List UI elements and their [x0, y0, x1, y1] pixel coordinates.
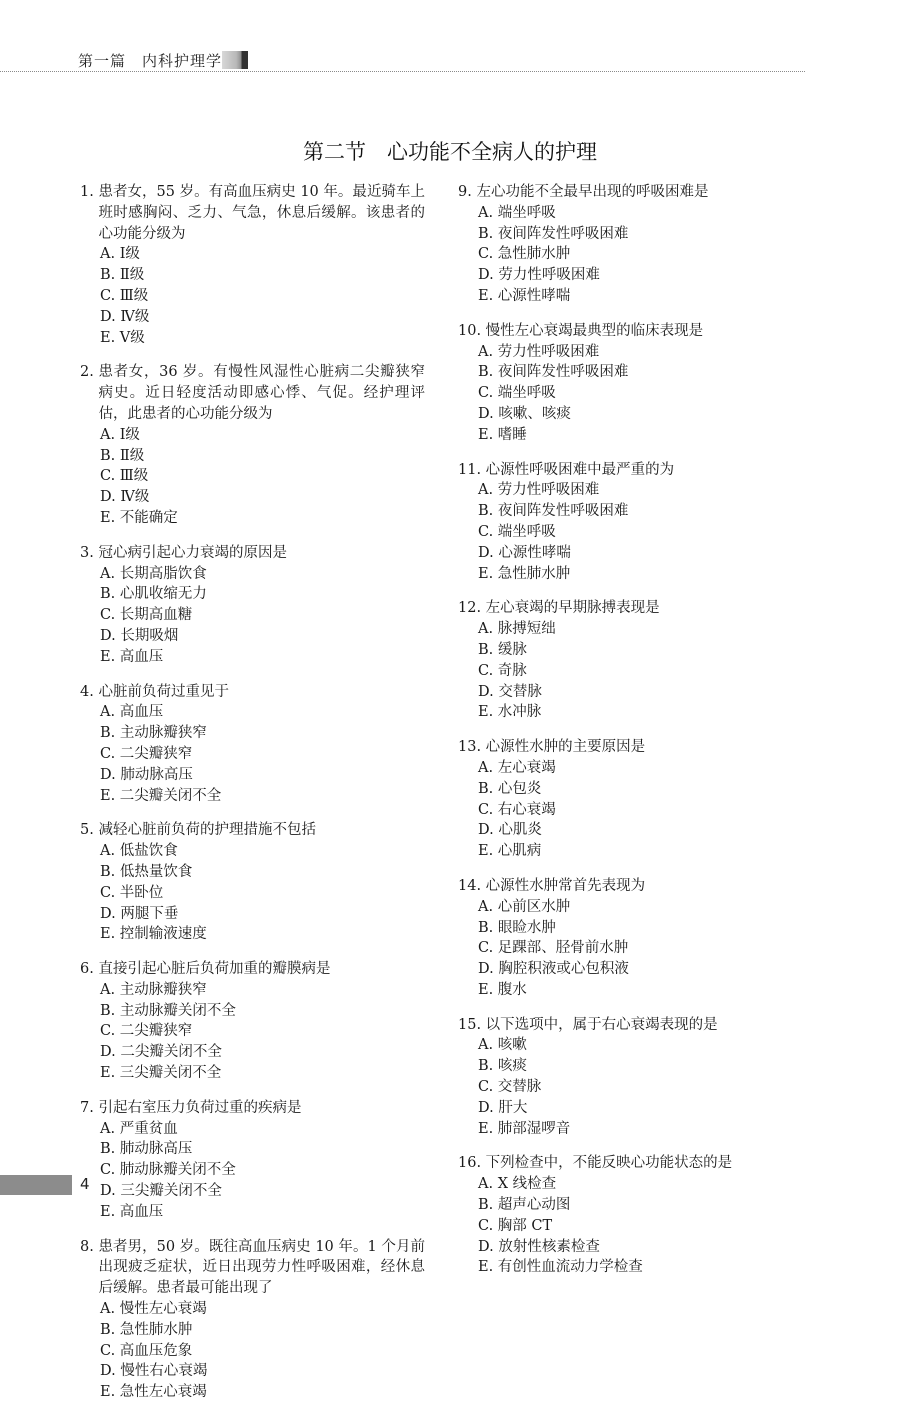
- question-number: 7.: [80, 1099, 99, 1116]
- answer-option: D. Ⅳ级: [100, 308, 150, 325]
- question: [458, 1153, 803, 1278]
- question: [80, 682, 425, 807]
- option-list: [80, 702, 425, 806]
- question-number: 11.: [458, 461, 486, 478]
- question: [458, 321, 803, 446]
- question-number: 3.: [80, 544, 99, 561]
- answer-option: B. 缓脉: [478, 641, 527, 658]
- answer-option: D. 劳力性呼吸困难: [478, 267, 600, 284]
- question-number: 8.: [80, 1238, 99, 1255]
- question-text: 下列检查中，不能反映心功能状态的是: [485, 1155, 733, 1172]
- answer-option: A. 低盐饮食: [100, 843, 178, 860]
- answer-option: A. 端坐呼吸: [478, 204, 556, 221]
- question-number: 10.: [458, 322, 486, 339]
- option-list: [458, 203, 803, 307]
- answer-option: B. 心包炎: [478, 780, 542, 797]
- question-stem: [80, 1098, 425, 1119]
- question: [80, 362, 425, 528]
- answer-option: A. X 线检查: [478, 1176, 557, 1193]
- answer-option: D. Ⅳ级: [100, 489, 150, 506]
- option-list: [458, 758, 803, 862]
- answer-option: A. 心前区水肿: [478, 898, 571, 915]
- answer-option: C. 半卧位: [100, 884, 164, 901]
- question: [80, 820, 425, 945]
- option-list: [458, 480, 803, 584]
- question-number: 5.: [80, 822, 99, 839]
- answer-option: D. 胸腔积液或心包积液: [478, 961, 629, 978]
- question-number: 12.: [458, 600, 486, 617]
- question-stem: [458, 460, 803, 481]
- option-list: [458, 342, 803, 446]
- question-text: 心源性水肿的主要原因是: [485, 739, 646, 756]
- answer-option: E. 腹水: [478, 981, 527, 998]
- option-list: [80, 841, 425, 945]
- question-text: 冠心病引起心力衰竭的原因是: [98, 544, 287, 561]
- option-list: [458, 897, 803, 1001]
- answer-option: D. 心源性哮喘: [478, 544, 571, 561]
- option-list: [80, 1299, 425, 1403]
- question-stem: [80, 362, 425, 424]
- answer-option: D. 咳嗽、咳痰: [478, 405, 571, 422]
- question-stem: [80, 543, 425, 564]
- answer-option: D. 心肌炎: [478, 822, 542, 839]
- question-stem: [458, 598, 803, 619]
- option-list: [458, 1035, 803, 1139]
- answer-option: D. 肺动脉高压: [100, 766, 193, 783]
- answer-option: A. 主动脉瓣狭窄: [100, 981, 207, 998]
- question-stem: [458, 876, 803, 897]
- answer-option: D. 放射性核素检查: [478, 1238, 600, 1255]
- question-text: 心源性呼吸困难中最严重的为: [485, 461, 675, 478]
- answer-option: B. 主动脉瓣狭窄: [100, 725, 207, 742]
- question-stem: [458, 1153, 803, 1174]
- answer-option: B. 夜间阵发性呼吸困难: [478, 225, 629, 242]
- section-title: 第二节 心功能不全病人的护理: [303, 140, 597, 164]
- question: [80, 1237, 425, 1403]
- question-text: 左心衰竭的早期脉搏表现是: [485, 600, 660, 617]
- option-list: [458, 619, 803, 723]
- page-header: [0, 0, 900, 80]
- question-text: 引起右室压力负荷过重的疾病是: [98, 1099, 302, 1116]
- question-text: 患者女，55 岁。有高血压病史 10 年。最近骑车上班时感胸闷、乏力、气急，休息后缓解。该患者的心功能分级为: [98, 184, 425, 242]
- answer-option: C. 长期高血糖: [100, 607, 193, 624]
- answer-option: B. 夜间阵发性呼吸困难: [478, 503, 629, 520]
- question-number: 14.: [458, 877, 486, 894]
- answer-option: E. 肺部湿啰音: [478, 1120, 571, 1137]
- answer-option: B. 夜间阵发性呼吸困难: [478, 364, 629, 381]
- answer-option: D. 三尖瓣关闭不全: [100, 1183, 222, 1200]
- answer-option: C. 奇脉: [478, 662, 527, 679]
- question-text: 心脏前负荷过重见于: [98, 683, 229, 700]
- question: [458, 598, 803, 723]
- answer-option: C. 端坐呼吸: [478, 523, 556, 540]
- option-list: [80, 980, 425, 1084]
- answer-option: E. 不能确定: [100, 509, 178, 526]
- answer-option: E. 水冲脉: [478, 704, 542, 721]
- answer-option: A. 左心衰竭: [478, 759, 556, 776]
- answer-option: B. 主动脉瓣关闭不全: [100, 1002, 236, 1019]
- question-number: 13.: [458, 739, 486, 756]
- answer-option: A. 高血压: [100, 704, 164, 721]
- answer-option: C. 高血压危象: [100, 1342, 193, 1359]
- question-stem: [458, 1015, 803, 1036]
- question: [80, 959, 425, 1084]
- answer-option: E. 急性左心衰竭: [100, 1384, 207, 1401]
- question-number: 15.: [458, 1016, 486, 1033]
- question: [458, 737, 803, 862]
- question-text: 患者男，50 岁。既往高血压病史 10 年。1 个月前出现疲乏症状，近日出现劳力性呼吸困难，经休息后缓解。患者最可能出现了: [98, 1238, 425, 1297]
- answer-option: A. 劳力性呼吸困难: [478, 343, 600, 360]
- answer-option: D. 两腿下垂: [100, 905, 179, 922]
- answer-option: E. 心源性哮喘: [478, 287, 571, 304]
- question-stem: [80, 682, 425, 703]
- answer-option: B. 超声心动图: [478, 1197, 571, 1214]
- answer-option: C. Ⅲ级: [100, 287, 149, 304]
- answer-option: A. Ⅰ级: [100, 246, 140, 263]
- header-divider: [0, 71, 805, 72]
- question-stem: [80, 182, 425, 244]
- answer-option: E. 嗜睡: [478, 426, 527, 443]
- question: [458, 460, 803, 585]
- question: [80, 543, 425, 668]
- answer-option: E. 控制输液速度: [100, 926, 207, 943]
- answer-option: E. 二尖瓣关闭不全: [100, 787, 222, 804]
- answer-option: B. 急性肺水肿: [100, 1321, 193, 1338]
- option-list: [80, 564, 425, 668]
- question-stem: [458, 182, 803, 203]
- answer-option: C. Ⅲ级: [100, 468, 149, 485]
- answer-option: C. 足踝部、胫骨前水肿: [478, 940, 629, 957]
- answer-option: C. 右心衰竭: [478, 801, 556, 818]
- question: [458, 1015, 803, 1140]
- question-text: 以下选项中，属于右心衰竭表现的是: [485, 1016, 718, 1033]
- answer-option: A. Ⅰ级: [100, 426, 140, 443]
- question: [80, 182, 425, 348]
- question-number: 4.: [80, 683, 99, 700]
- answer-option: E. 急性肺水肿: [478, 565, 571, 582]
- footer-bar: [0, 1175, 72, 1195]
- answer-option: B. 咳痰: [478, 1058, 527, 1075]
- answer-option: B. Ⅱ级: [100, 267, 145, 284]
- answer-option: E. 有创性血流动力学检查: [478, 1259, 643, 1276]
- question-stem: [458, 321, 803, 342]
- question-number: 16.: [458, 1155, 486, 1172]
- answer-option: C. 二尖瓣狭窄: [100, 745, 193, 762]
- answer-option: E. 三尖瓣关闭不全: [100, 1065, 222, 1082]
- option-list: [80, 244, 425, 348]
- answer-option: D. 长期吸烟: [100, 627, 179, 644]
- question: [458, 182, 803, 307]
- question-stem: [80, 959, 425, 980]
- answer-option: E. 心肌病: [478, 843, 542, 860]
- question-stem: [458, 737, 803, 758]
- answer-option: A. 长期高脂饮食: [100, 565, 207, 582]
- answer-option: B. 眼睑水肿: [478, 919, 556, 936]
- chapter-label: 第一篇 内科护理学: [78, 52, 223, 70]
- answer-option: E. 高血压: [100, 1203, 164, 1220]
- question: [80, 1098, 425, 1223]
- answer-option: C. 肺动脉瓣关闭不全: [100, 1162, 236, 1179]
- question: [458, 876, 803, 1001]
- answer-option: B. Ⅱ级: [100, 447, 145, 464]
- answer-option: A. 严重贫血: [100, 1120, 178, 1137]
- question-number: 9.: [458, 184, 477, 200]
- answer-option: A. 脉搏短绌: [478, 621, 556, 638]
- question-text: 左心功能不全最早出现的呼吸困难是: [476, 184, 709, 200]
- answer-option: C. 端坐呼吸: [478, 385, 556, 402]
- question-number: 6.: [80, 961, 99, 978]
- question-number: 2.: [80, 364, 99, 381]
- question-number: 1.: [80, 184, 99, 200]
- question-text: 慢性左心衰竭最典型的临床表现是: [485, 322, 704, 339]
- question-text: 心源性水肿常首先表现为: [485, 877, 646, 894]
- answer-option: A. 劳力性呼吸困难: [478, 482, 600, 499]
- answer-option: C. 二尖瓣狭窄: [100, 1023, 193, 1040]
- header-decoration: [222, 51, 248, 69]
- question-stem: [80, 820, 425, 841]
- answer-option: D. 慢性右心衰竭: [100, 1363, 208, 1380]
- option-list: [80, 1119, 425, 1223]
- answer-option: E. 高血压: [100, 648, 164, 665]
- answer-option: B. 低热量饮食: [100, 863, 193, 880]
- page-number: 4: [80, 1175, 90, 1193]
- question-text: 患者女，36 岁。有慢性风湿性心脏病二尖瓣狭窄病史。近日轻度活动即感心悸、气促。经护理评估，此患者的心功能分级为: [98, 364, 425, 422]
- answer-option: D. 交替脉: [478, 683, 542, 700]
- answer-option: A. 咳嗽: [478, 1037, 527, 1054]
- left-column: [80, 182, 425, 1417]
- answer-option: C. 急性肺水肿: [478, 246, 571, 263]
- answer-option: B. 心肌收缩无力: [100, 586, 207, 603]
- right-column: [458, 182, 803, 1292]
- answer-option: E. Ⅴ级: [100, 329, 145, 346]
- answer-option: D. 二尖瓣关闭不全: [100, 1044, 222, 1061]
- question-text: 直接引起心脏后负荷加重的瓣膜病是: [98, 961, 331, 978]
- answer-option: B. 肺动脉高压: [100, 1141, 193, 1158]
- option-list: [458, 1174, 803, 1278]
- answer-option: A. 慢性左心衰竭: [100, 1301, 207, 1318]
- answer-option: D. 肝大: [478, 1099, 528, 1116]
- question-text: 减轻心脏前负荷的护理措施不包括: [98, 822, 316, 839]
- answer-option: C. 胸部 CT: [478, 1217, 553, 1234]
- answer-option: C. 交替脉: [478, 1079, 542, 1096]
- question-stem: [80, 1237, 425, 1299]
- option-list: [80, 425, 425, 529]
